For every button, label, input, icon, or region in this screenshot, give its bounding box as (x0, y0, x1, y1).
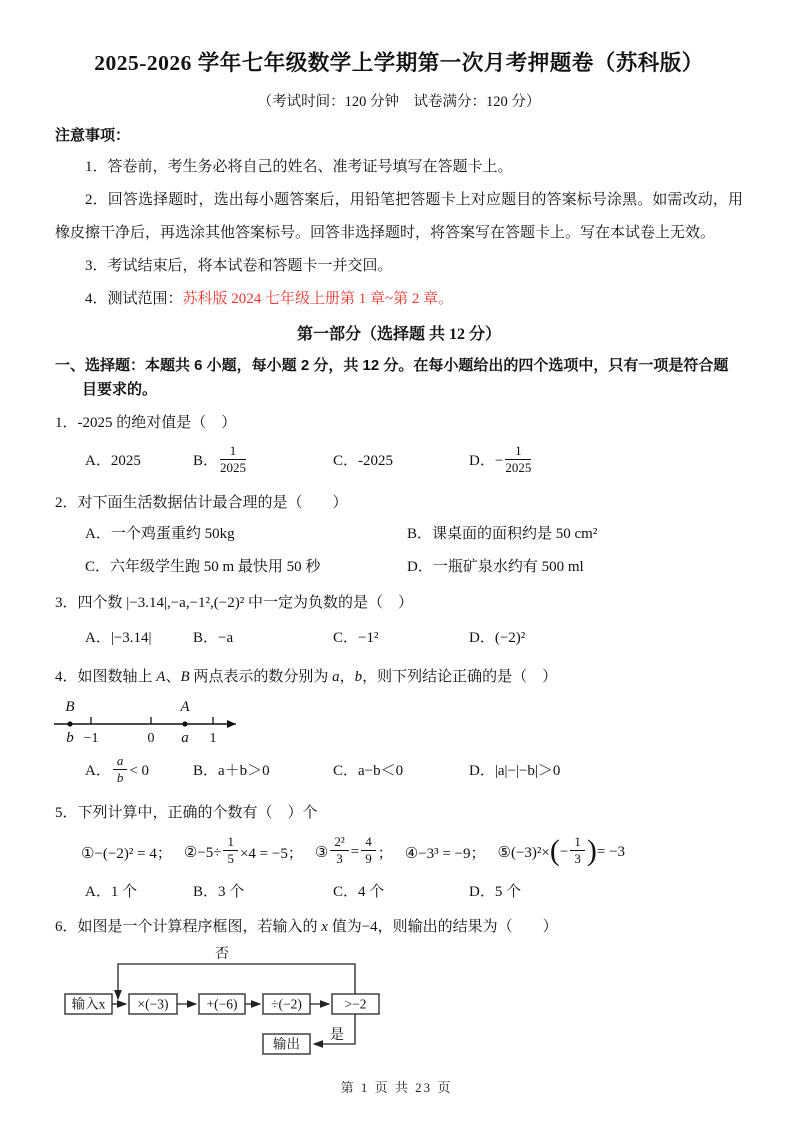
option-a: A． $\frac{a}{b}$ < 0 (85, 753, 150, 786)
flow-no-label: 否 (215, 947, 229, 962)
formula-4: ④−3³ = −9； (404, 845, 486, 862)
option-c: C．−1² (333, 630, 379, 646)
option-d: D．5 个 (469, 884, 522, 900)
notice-heading: 注意事项： (55, 127, 131, 144)
flow-compare-label: >−2 (344, 996, 367, 1012)
formula-5: ⑤(−3)²× (497, 844, 550, 861)
flow-output-label: 输出 (273, 1036, 300, 1052)
fraction: $\frac{4}{9}$ (361, 834, 376, 866)
formula-1: ①−(−2)² = 4； (81, 845, 172, 862)
option-c: C．-2025 (333, 453, 394, 469)
tick-label-neg1: −1 (83, 731, 99, 746)
flow-plus-label: +(−6) (206, 996, 238, 1012)
option-d: D．一瓶矿泉水约有 500 ml (407, 559, 584, 575)
option-b: B．−a (193, 630, 234, 646)
notice-item-3: 3．考试结束后，将本试卷和答题卡一并交回。 (85, 258, 393, 274)
section-1-intro: 一、选择题：本题共 6 小题，每小题 2 分，共 12 分。在每小题给出的四个选项中，只有一项是符合题目要求的。 (55, 357, 729, 398)
notice-item-1: 1．答卷前，考生务必将自己的姓名、准考证号填写在答题卡上。 (85, 159, 513, 175)
fraction: $\frac{a}{b}$ (113, 753, 128, 785)
option-c: C．六年级学生跑 50 m 最快用 50 秒 (85, 559, 321, 575)
option-a: A．2025 (85, 453, 141, 469)
point-a-dot (182, 721, 187, 726)
question-3 (55, 588, 743, 658)
option-a: A．1 个 (85, 884, 138, 900)
question-3-stem: 3．四个数 |−3.14|,−a,−1²,(−2)² 中一定为负数的是（ ） (55, 595, 413, 611)
section-1-heading: 第一部分（选择题 共 12 分） (296, 326, 501, 343)
question-2-options-row-2 (85, 551, 743, 584)
option-c: C．a−b＜0 (333, 763, 404, 779)
option-c: C．4 个 (333, 884, 385, 900)
notice-item-4 (55, 283, 743, 316)
test-scope-highlight: 苏科版 2024 七年级上册第 1 章~第 2 章。 (182, 291, 454, 307)
left-paren: ( (549, 833, 560, 867)
tick-label-1: 1 (209, 731, 217, 746)
exam-info: （考试时间：120 分钟 试卷满分：120 分） (257, 94, 541, 110)
axis-arrow-icon (227, 720, 236, 728)
question-1-stem: 1．-2025 的绝对值是（ ） (55, 415, 237, 431)
flow-yes-label: 是 (330, 1028, 344, 1043)
flowchart-figure (55, 942, 743, 1060)
fraction: $\frac{1}{5}$ (223, 834, 238, 866)
question-4-options (85, 748, 743, 794)
formula-3: ③ (314, 844, 329, 861)
option-d: D．|a|−|−b|＞0 (469, 763, 561, 779)
option-b: B．课桌面的面积约是 50 cm² (407, 526, 598, 542)
option-b: B．a＋b＞0 (193, 763, 270, 779)
right-paren: ) (586, 833, 597, 867)
question-6-stem: 6．如图是一个计算程序框图，若输入的 x 值为−4，则输出的结果为（ ） (55, 919, 558, 935)
question-1 (55, 408, 743, 484)
question-3-options (85, 618, 743, 658)
notice-item-4-prefix: 4．测试范围： (85, 291, 183, 307)
question-5-stem: 5．下列计算中，正确的个数有（ ）个 (55, 805, 318, 821)
question-1-options (85, 438, 743, 484)
tick-label-b: b (66, 730, 74, 746)
page-title: 2025-2026 学年七年级数学上学期第一次月考押题卷（苏科版） (94, 51, 704, 75)
point-b-label: B (65, 699, 75, 715)
question-4-stem: 4．如图数轴上 A、B 两点表示的数分别为 a，b，则下列结论正确的是（ ） (55, 669, 558, 685)
option-d: D．(−2)² (469, 630, 526, 646)
option-b: B． $\frac{1}{2025}$ (193, 443, 247, 476)
tick-label-0: 0 (147, 731, 155, 746)
question-5 (55, 798, 743, 908)
tick-label-a: a (181, 730, 189, 746)
point-a-label: A (180, 699, 190, 715)
fraction: $\frac{1}{2025}$ (220, 443, 247, 476)
flow-times-label: ×(−3) (137, 996, 169, 1012)
fraction: $\frac{1}{2025}$ (505, 443, 532, 476)
question-2-options-row-1 (85, 518, 743, 551)
question-4 (55, 662, 743, 794)
question-6 (55, 912, 743, 1060)
page-footer: 第 1 页 共 23 页 (340, 1080, 453, 1095)
question-2-stem: 2．对下面生活数据估计最合理的是（ ） (55, 495, 348, 511)
question-2 (55, 488, 743, 584)
formula-2: ②−5÷ (183, 844, 222, 861)
point-b-dot (67, 721, 72, 726)
option-a: A．|−3.14| (85, 630, 152, 646)
fraction: $\frac{\text{2²}}{3}$ (330, 834, 348, 866)
notice-item-2: 2．回答选择题时，选出每小题答案后，用铅笔把答题卡上对应题目的答案标号涂黑。如需改动，用橡皮擦干净后，再选涂其他答案标号。回答非选择题时，将答案写在答题卡上。写在本试卷上无效。 (55, 192, 743, 241)
number-line-figure (55, 694, 743, 748)
option-b: B．3 个 (193, 884, 245, 900)
fraction: $\frac{1}{3}$ (570, 834, 585, 866)
question-5-options (85, 876, 743, 908)
option-a: A．一个鸡蛋重约 50kg (85, 526, 235, 542)
option-d: D．− $\frac{1}{2025}$ (469, 443, 532, 476)
flow-input-label: 输入x (71, 996, 106, 1012)
flow-divide-label: ÷(−2) (271, 996, 302, 1012)
question-5-formulas: ①−(−2)² = 4； ②−5÷ $\frac{1}{5}$ ×4 = −5； ③ $\frac{\text{2²}}{3}$ = $\frac{4}{9}$ ； ④−3³ = −9； ⑤(−3)²× ( − $\frac{1}{3}$ ) = −3 (81, 833, 626, 867)
